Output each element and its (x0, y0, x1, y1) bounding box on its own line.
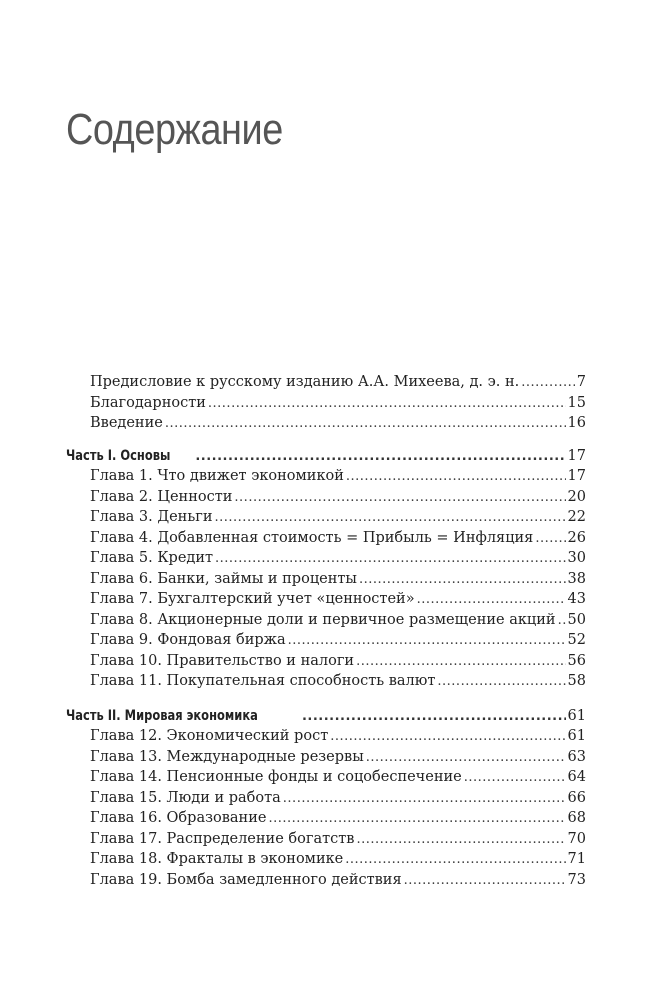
dot-leader (437, 672, 565, 693)
toc-chapter[interactable] (66, 651, 586, 672)
toc-chapter[interactable] (66, 487, 586, 508)
toc-chapter[interactable] (66, 630, 586, 651)
toc-chapter[interactable] (66, 589, 586, 610)
spacer (66, 692, 586, 706)
toc-chapter[interactable] (66, 829, 586, 850)
dot-leader (404, 871, 566, 892)
dot-leader (359, 570, 566, 591)
dot-leader (234, 488, 565, 509)
toc-entry-title: Глава 15. Люди и работа (90, 789, 281, 806)
dot-leader (283, 789, 566, 810)
toc-entry-page: 38 (567, 570, 586, 587)
page-title: Содержание (66, 105, 283, 154)
dot-leader (195, 447, 565, 468)
dot-leader (346, 467, 566, 488)
toc-entry-acknowledgements[interactable] (66, 393, 586, 414)
toc-entry-title: Глава 18. Фракталы в экономике (90, 851, 344, 867)
dot-leader (345, 850, 565, 871)
toc-chapter[interactable] (66, 870, 586, 891)
toc-entry-page: 50 (567, 611, 586, 628)
toc-part-2[interactable] (66, 706, 586, 727)
dot-leader (521, 373, 575, 394)
dot-leader (535, 529, 565, 550)
toc-entry-page: 64 (567, 769, 586, 785)
toc-chapter[interactable] (66, 507, 586, 528)
toc-entry-preface[interactable] (66, 372, 586, 393)
toc-entry-page: 63 (567, 748, 586, 765)
toc-entry-title: Глава 14. Пенсионные фонды и соцобеспечение (90, 769, 462, 785)
toc-chapter[interactable] (66, 569, 586, 590)
toc-entry-title: Глава 17. Распределение богатств (90, 830, 355, 847)
toc-part-page: 17 (567, 447, 586, 464)
toc-entry-page: 16 (567, 415, 586, 431)
toc-entry-title: Глава 9. Фондовая биржа (90, 632, 286, 648)
toc-entry-page: 22 (567, 509, 586, 525)
toc-chapter[interactable] (66, 726, 586, 747)
dot-leader (464, 768, 566, 789)
toc-entry-title: Глава 6. Банки, займы и проценты (90, 570, 357, 587)
dot-leader (268, 809, 565, 830)
toc-entry-page: 52 (567, 632, 586, 648)
table-of-contents (66, 372, 586, 890)
toc-entry-page: 61 (567, 728, 586, 744)
toc-entry-page: 30 (567, 550, 586, 566)
dot-leader (302, 707, 566, 728)
spacer (66, 434, 586, 446)
toc-entry-page: 17 (567, 468, 586, 484)
dot-leader (165, 414, 566, 435)
toc-chapter[interactable] (66, 747, 586, 768)
toc-entry-page: 71 (567, 851, 586, 867)
toc-entry-page: 56 (567, 652, 586, 669)
toc-entry-title: Глава 7. Бухгалтерский учет «ценностей» (90, 591, 415, 607)
toc-entry-page: 26 (567, 529, 586, 546)
toc-entry-title: Введение (90, 415, 163, 431)
dot-leader (417, 590, 566, 611)
toc-entry-title: Глава 3. Деньги (90, 509, 213, 525)
toc-entry-introduction[interactable] (66, 413, 586, 434)
dot-leader (558, 611, 566, 632)
toc-entry-title: Предисловие к русскому изданию А.А. Михеева, д. э. н. (90, 374, 520, 390)
toc-chapter[interactable] (66, 671, 586, 692)
toc-part-title: Часть I. Основы (66, 447, 171, 464)
toc-entry-page: 7 (576, 374, 586, 390)
toc-entry-title: Глава 5. Кредит (90, 550, 214, 566)
dot-leader (366, 748, 566, 769)
dot-leader (208, 394, 566, 415)
toc-entry-title: Глава 12. Экономический рост (90, 728, 329, 744)
toc-chapter[interactable] (66, 610, 586, 631)
toc-entry-page: 73 (567, 871, 586, 888)
dot-leader (330, 727, 565, 748)
toc-entry-title: Глава 10. Правительство и налоги (90, 652, 355, 669)
dot-leader (356, 652, 565, 673)
toc-entry-title: Глава 4. Добавленная стоимость = Прибыль = Инфляция (90, 529, 534, 546)
toc-entry-title: Глава 11. Покупательная способность валют (90, 673, 436, 689)
dot-leader (288, 631, 566, 652)
toc-entry-title: Глава 2. Ценности (90, 488, 233, 505)
toc-entry-title: Благодарности (90, 394, 206, 411)
toc-entry-page: 70 (567, 830, 586, 847)
dot-leader (215, 508, 566, 529)
toc-part-page: 61 (567, 707, 586, 724)
toc-entry-title: Глава 1. Что движет экономикой (90, 468, 344, 484)
toc-chapter[interactable] (66, 767, 586, 788)
dot-leader (215, 549, 566, 570)
toc-entry-page: 15 (567, 394, 586, 411)
toc-entry-page: 20 (567, 488, 586, 505)
toc-chapter[interactable] (66, 548, 586, 569)
toc-entry-title: Глава 13. Международные резервы (90, 748, 364, 765)
toc-entry-page: 66 (567, 789, 586, 806)
toc-part-title: Часть II. Мировая экономика (66, 707, 258, 724)
toc-chapter[interactable] (66, 528, 586, 549)
toc-entry-title: Глава 19. Бомба замедленного действия (90, 871, 402, 888)
toc-entry-page: 68 (567, 810, 586, 826)
toc-entry-title: Глава 8. Акционерные доли и первичное размещение акций (90, 611, 556, 628)
toc-chapter[interactable] (66, 788, 586, 809)
dot-leader (356, 830, 565, 851)
toc-chapter[interactable] (66, 808, 586, 829)
toc-chapter[interactable] (66, 466, 586, 487)
toc-entry-title: Глава 16. Образование (90, 810, 267, 826)
toc-entry-page: 58 (567, 673, 586, 689)
toc-chapter[interactable] (66, 849, 586, 870)
toc-part-1[interactable] (66, 446, 586, 467)
toc-entry-page: 43 (567, 591, 586, 607)
